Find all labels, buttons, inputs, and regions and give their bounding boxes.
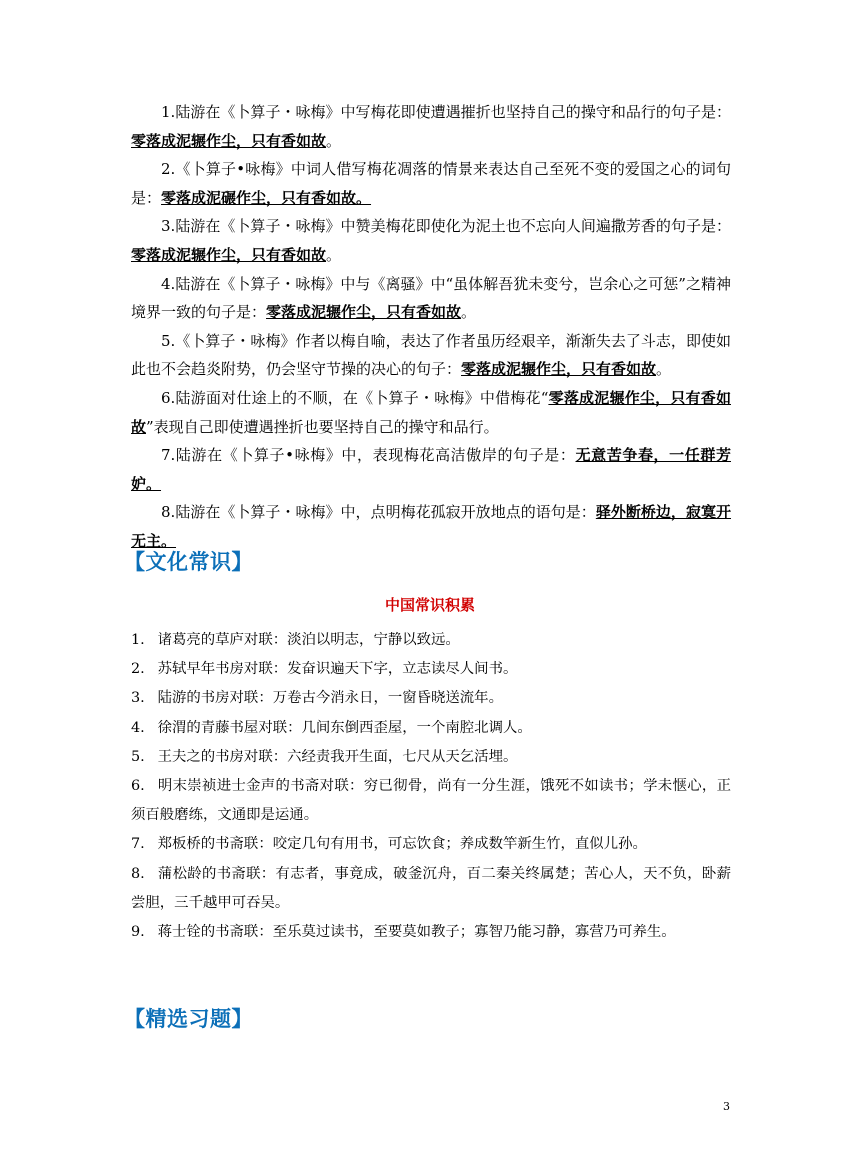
culture-section-title: 【文化常识】: [124, 550, 253, 574]
quote-answer: 零落成泥辗作尘，只有香如故: [266, 303, 462, 322]
quote-item: 3.陆游在《卜算子・咏梅》中赞美梅花即使化为泥土也不忘向人间遍撒芳香的句子是：零落成泥辗作尘，只有香如故。: [131, 217, 731, 264]
quote-item: 2.《卜算子•咏梅》中词人借写梅花凋落的情景来表达自己至死不变的爱国之心的词句是：零落成泥碾作尘，只有香如故。: [131, 160, 731, 207]
couplet-item: 3. 陆游的书房对联：万卷古今消永日，一窗昏晓送流年。: [131, 690, 503, 707]
couplet-item: 6. 明末崇祯进士金声的书斋对联：穷已彻骨，尚有一分生涯，饿死不如读书；学未惬心，正须百般磨练，文通即是运通。: [131, 778, 731, 824]
quote-answer: 零落成泥碾作尘，只有香如故。: [161, 188, 372, 207]
quote-item: 1.陆游在《卜算子・咏梅》中写梅花即使遭遇摧折也坚持自己的操守和品行的句子是：零落成泥辗作尘，只有香如故。: [131, 103, 731, 150]
culture-subtitle: 中国常识积累: [384, 596, 475, 614]
quote-item: 8.陆游在《卜算子・咏梅》中，点明梅花孤寂开放地点的语句是：驿外断桥边，寂寞开无主。: [131, 503, 731, 550]
quote-answer: 零落成泥辗作尘，只有香如故: [461, 360, 657, 379]
couplet-item: 9. 蒋士铨的书斋联：至乐莫过读书，至要莫如教子；寡智乃能习静，寡营乃可养生。: [131, 924, 676, 941]
couplet-item: 8. 蒲松龄的书斋联：有志者，事竟成，破釜沉舟，百二秦关终属楚；苦心人，天不负，卧薪尝胆，三千越甲可吞吴。: [131, 865, 731, 911]
quote-item: 5.《卜算子・咏梅》作者以梅自喻，表达了作者虽历经艰辛，渐渐失去了斗志，即使如此也不会趋炎附势，仍会坚守节操的决心的句子：零落成泥辗作尘，只有香如故。: [131, 331, 731, 379]
couplet-list: [131, 626, 731, 947]
couplet-item: 2. 苏轼早年书房对联：发奋识遍天下字，立志读尽人间书。: [131, 661, 518, 678]
couplet-item: 7. 郑板桥的书斋联：咬定几句有用书，可忘饮食；养成数竿新生竹，直似儿孙。: [131, 836, 647, 853]
exercises-section-title: 【精选习题】: [124, 1007, 253, 1031]
page-number: 3: [723, 1100, 730, 1113]
quote-item: 7.陆游在《卜算子•咏梅》中，表现梅花高洁傲岸的句子是：无意苦争春，一任群芳妒。: [131, 446, 731, 493]
quote-answer: 驿外断桥边，寂寞开无主。: [131, 503, 731, 550]
quote-item: 4.陆游在《卜算子・咏梅》中与《离骚》中“虽体解吾犹未变兮，岂余心之可惩”之精神境界一致的句子是：零落成泥辗作尘，只有香如故。: [131, 274, 731, 322]
quote-answer: 无意苦争春，一任群芳妒。: [131, 446, 731, 493]
quote-list: [131, 98, 731, 556]
quote-item: 6.陆游面对仕途上的不顺，在《卜算子・咏梅》中借梅花“零落成泥辗作尘，只有香如故”表现自己即使遭遇挫折也要坚持自己的操守和品行。: [131, 388, 731, 436]
couplet-item: 5. 王夫之的书房对联：六经责我开生面，七尺从天乞活埋。: [131, 748, 518, 765]
quote-answer: 零落成泥辗作尘，只有香如故: [131, 388, 731, 436]
couplet-item: 4. 徐渭的青藤书屋对联：几间东倒西歪屋，一个南腔北调人。: [131, 719, 532, 736]
quote-answer: 零落成泥辗作尘，只有香如故: [131, 131, 327, 150]
couplet-item: 1. 诸葛亮的草庐对联：淡泊以明志，宁静以致远。: [131, 632, 460, 648]
quote-answer: 零落成泥辗作尘，只有香如故: [131, 245, 327, 264]
